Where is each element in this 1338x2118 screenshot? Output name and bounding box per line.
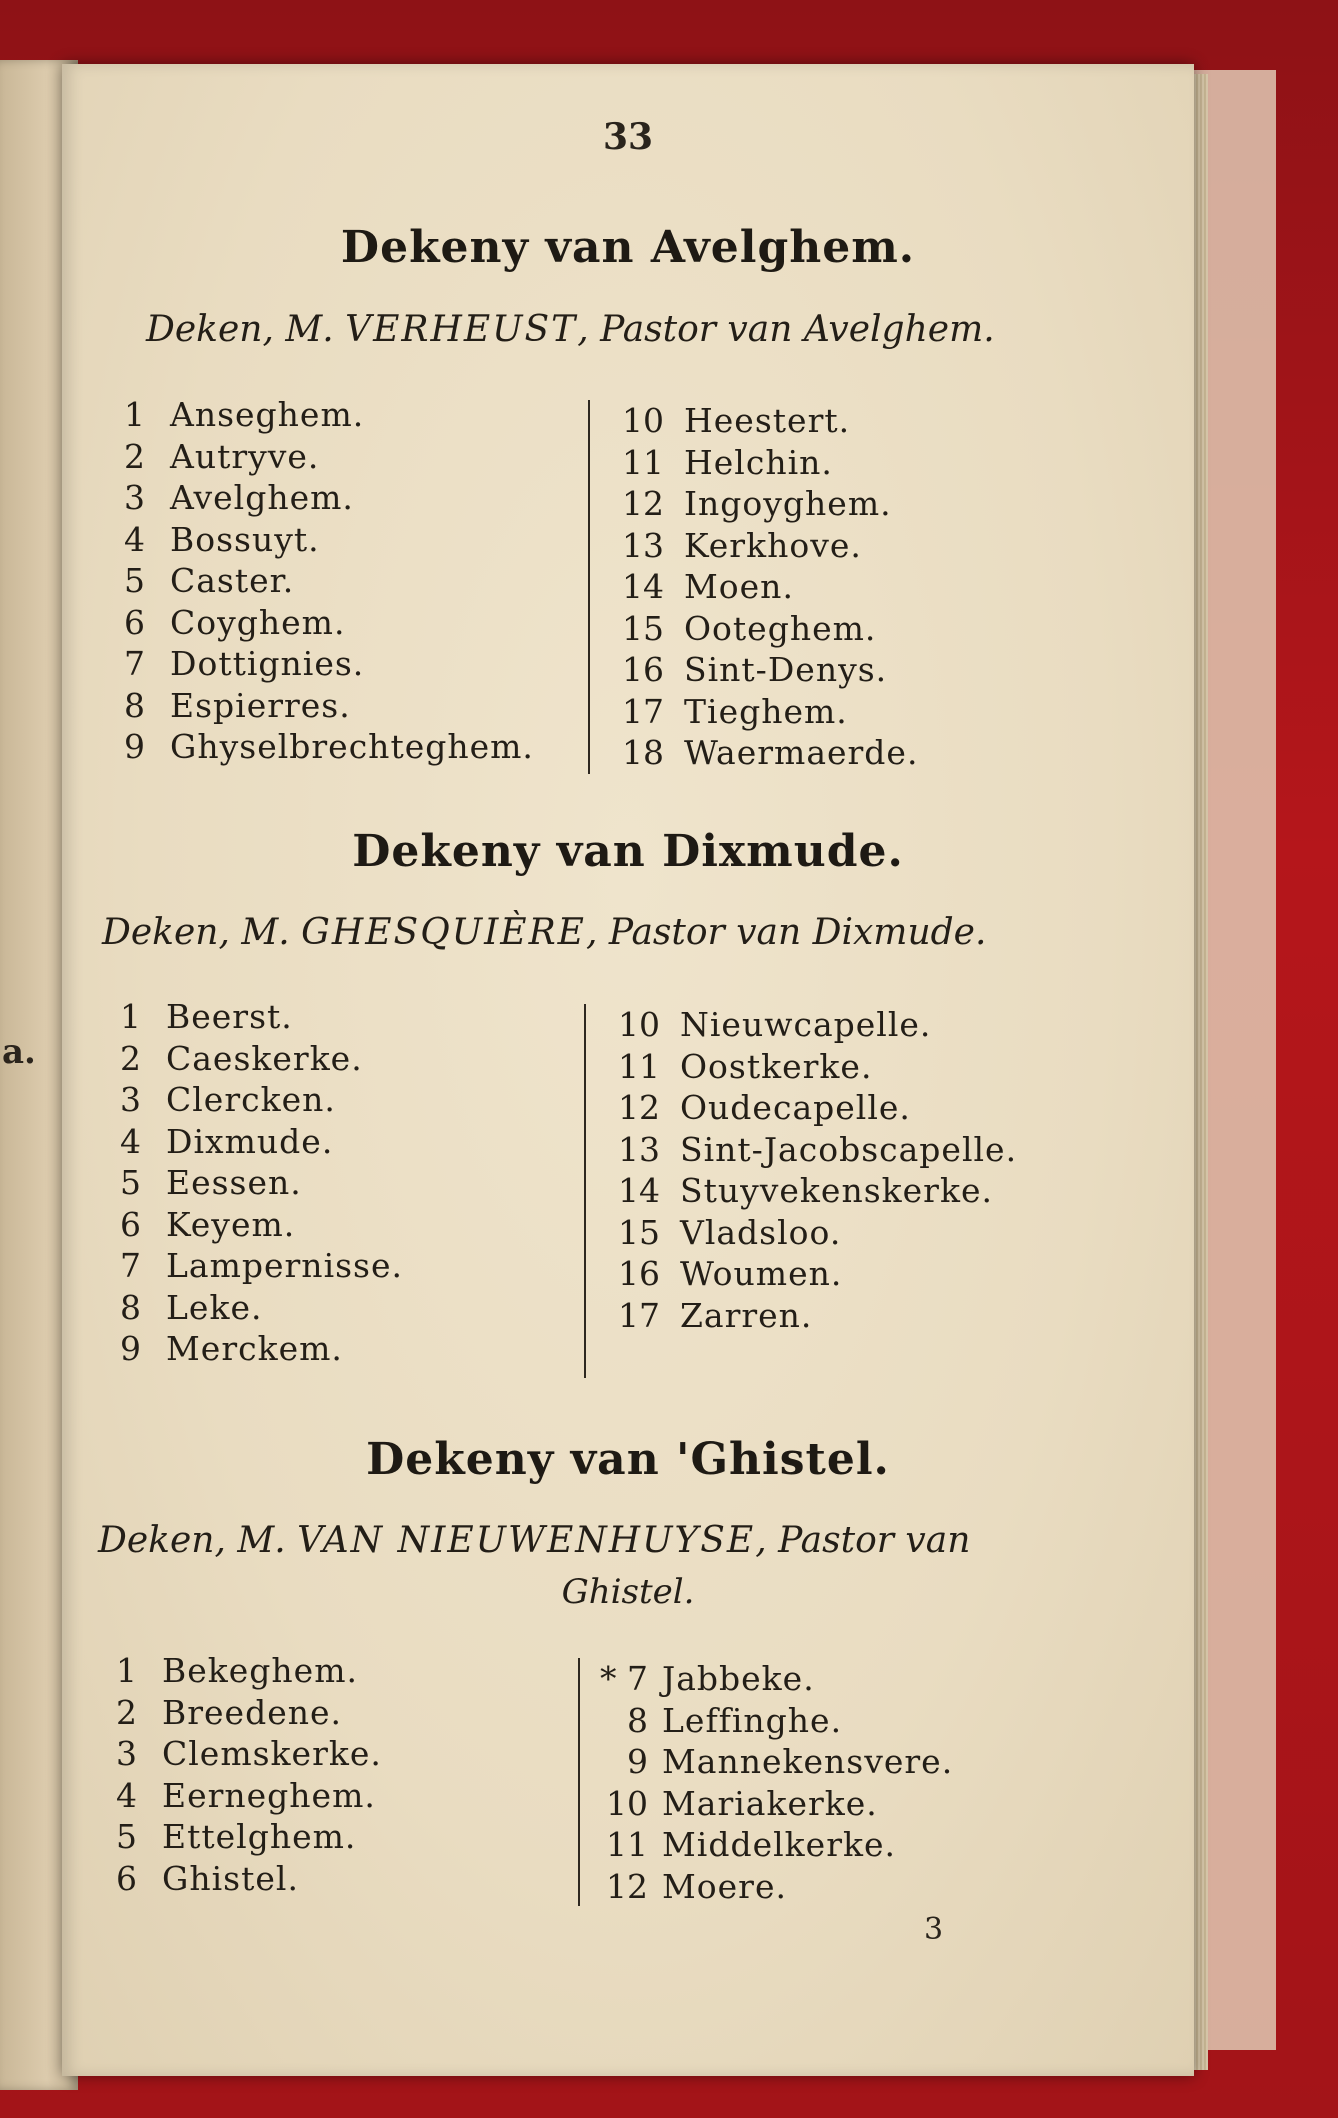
item-name: Oostkerke. xyxy=(680,1046,873,1086)
list-item xyxy=(618,1253,1017,1295)
item-name: Coyghem. xyxy=(170,602,346,642)
item-number: 2 xyxy=(116,1692,137,1732)
item-number: 8 xyxy=(124,685,145,725)
item-name: Caeskerke. xyxy=(166,1038,363,1078)
item-number: 4 xyxy=(120,1121,141,1161)
list-item xyxy=(618,1004,1017,1046)
list-item xyxy=(618,1295,1017,1337)
item-number: 12 xyxy=(622,484,664,523)
item-number: 7 xyxy=(124,644,145,683)
parish-list-right xyxy=(622,400,918,774)
item-number: 11 xyxy=(618,1046,660,1086)
item-number: 8 xyxy=(627,1700,648,1740)
previous-page-fragment: a. xyxy=(2,1032,36,1072)
list-item xyxy=(120,1162,403,1204)
dean-name: GHESQUIÈRE xyxy=(301,912,586,953)
item-name: Bossuyt. xyxy=(170,519,320,559)
list-item xyxy=(120,1121,403,1163)
list-item xyxy=(622,525,918,567)
item-number: 13 xyxy=(618,1129,660,1169)
item-name: Caster. xyxy=(170,561,295,600)
list-item xyxy=(120,996,403,1038)
item-name: Woumen. xyxy=(680,1254,843,1293)
item-number: 5 xyxy=(120,1163,141,1202)
list-item xyxy=(590,1658,953,1700)
list-item xyxy=(124,643,534,685)
item-name: Lampernisse. xyxy=(166,1246,404,1285)
item-number: 2 xyxy=(120,1038,141,1078)
item-name: Sint-Jacobscapelle. xyxy=(680,1129,1018,1169)
item-name: Kerkhove. xyxy=(684,525,862,565)
item-name: Beerst. xyxy=(166,997,293,1036)
item-name: Keyem. xyxy=(166,1204,296,1244)
column-divider xyxy=(588,400,590,774)
column-divider xyxy=(578,1658,580,1906)
parish-list-left xyxy=(120,996,403,1370)
dean-suffix: , Pastor van Dixmude. xyxy=(585,912,987,953)
section-heading: Dekeny van Dixmude. xyxy=(352,826,904,877)
dean-suffix: , Pastor van xyxy=(755,1520,971,1561)
item-name: Sint-Denys. xyxy=(684,650,888,689)
item-name: Dixmude. xyxy=(166,1121,334,1161)
item-number: 4 xyxy=(124,519,145,559)
list-item xyxy=(116,1692,382,1734)
item-name: Nieuwcapelle. xyxy=(680,1005,932,1044)
item-name: Bekeghem. xyxy=(162,1651,358,1690)
item-number: 16 xyxy=(622,650,664,689)
item-name: Moen. xyxy=(684,567,794,606)
item-name: Ooteghem. xyxy=(684,608,877,648)
item-name: Ettelghem. xyxy=(162,1817,357,1856)
item-number: 6 xyxy=(124,602,145,642)
section-heading: Dekeny van Avelghem. xyxy=(340,222,916,273)
list-item xyxy=(124,477,534,519)
list-item xyxy=(120,1287,403,1329)
item-name: Merckem. xyxy=(166,1329,343,1368)
item-number: 13 xyxy=(622,525,664,565)
list-item xyxy=(622,442,918,484)
list-item xyxy=(124,436,534,478)
signature-mark: 3 xyxy=(924,1912,944,1947)
item-name: Anseghem. xyxy=(170,395,365,434)
item-name: Leffinghe. xyxy=(662,1700,843,1740)
dean-name: VAN NIEUWENHUYSE xyxy=(297,1520,756,1561)
list-item xyxy=(622,649,918,691)
dean-line xyxy=(146,309,995,350)
dean-line-continuation: Ghistel. xyxy=(561,1572,695,1612)
item-name: Zarren. xyxy=(680,1295,813,1335)
book-page xyxy=(62,64,1194,2076)
list-item xyxy=(590,1824,953,1866)
page-stack-edge xyxy=(1194,74,1208,2070)
item-number: 15 xyxy=(622,608,664,648)
list-item xyxy=(116,1650,382,1692)
item-number: 14 xyxy=(622,567,664,606)
list-item xyxy=(622,608,918,650)
item-number: 5 xyxy=(116,1817,137,1856)
item-number: * 7 xyxy=(600,1659,648,1698)
item-name: Heestert. xyxy=(684,401,851,440)
item-number: 14 xyxy=(618,1171,660,1210)
list-item xyxy=(124,685,534,727)
item-number: 10 xyxy=(606,1783,648,1823)
item-number: 9 xyxy=(627,1742,648,1781)
list-item xyxy=(618,1212,1017,1254)
item-name: Leke. xyxy=(166,1287,263,1327)
item-name: Vladsloo. xyxy=(680,1212,842,1252)
list-item xyxy=(120,1204,403,1246)
item-name: Eerneghem. xyxy=(162,1775,376,1815)
item-number: 9 xyxy=(120,1329,141,1368)
item-number: 8 xyxy=(120,1287,141,1327)
dean-prefix: Deken, M. xyxy=(146,309,334,350)
dean-line xyxy=(102,912,986,953)
item-name: Jabbeke. xyxy=(662,1659,815,1698)
item-name: Autryve. xyxy=(170,436,320,476)
item-number: 5 xyxy=(124,561,145,600)
list-item xyxy=(590,1741,953,1783)
item-number: 18 xyxy=(622,733,664,772)
list-item xyxy=(618,1087,1017,1129)
dean-suffix: , Pastor van Avelghem. xyxy=(577,309,995,350)
item-name: Avelghem. xyxy=(170,478,354,517)
item-number: 6 xyxy=(120,1204,141,1244)
list-item xyxy=(590,1700,953,1742)
item-name: Dottignies. xyxy=(170,644,365,683)
item-number: 11 xyxy=(606,1825,648,1864)
item-name: Eessen. xyxy=(166,1163,302,1202)
list-item xyxy=(618,1170,1017,1212)
item-name: Oudecapelle. xyxy=(680,1088,911,1127)
dean-name: VERHEUST xyxy=(345,309,578,350)
list-item xyxy=(120,1245,403,1287)
list-item xyxy=(618,1046,1017,1088)
list-item xyxy=(116,1816,382,1858)
parish-list-right xyxy=(590,1658,953,1907)
item-name: Ghyselbrechteghem. xyxy=(170,727,534,766)
item-name: Ghistel. xyxy=(162,1858,299,1898)
item-name: Moere. xyxy=(662,1866,787,1906)
item-number: 3 xyxy=(116,1734,137,1773)
item-name: Breedene. xyxy=(162,1692,343,1732)
list-item xyxy=(590,1783,953,1825)
item-number: 10 xyxy=(622,401,664,440)
list-item xyxy=(622,566,918,608)
list-item xyxy=(116,1858,382,1900)
parish-list-left xyxy=(124,394,534,768)
item-number: 7 xyxy=(120,1246,141,1285)
list-item xyxy=(622,483,918,525)
parish-list-left xyxy=(116,1650,382,1899)
section-heading: Dekeny van 'Ghistel. xyxy=(366,1434,890,1485)
item-number: 16 xyxy=(618,1254,660,1293)
list-item xyxy=(124,726,534,768)
dean-line xyxy=(98,1520,970,1561)
column-divider xyxy=(584,1004,586,1378)
item-number: 12 xyxy=(618,1088,660,1127)
item-number: 6 xyxy=(116,1858,137,1898)
dean-prefix: Deken, M. xyxy=(102,912,290,953)
item-name: Helchin. xyxy=(684,442,833,482)
item-number: 11 xyxy=(622,442,664,482)
item-number: 3 xyxy=(120,1080,141,1119)
item-name: Clemskerke. xyxy=(162,1734,382,1773)
list-item xyxy=(618,1129,1017,1171)
item-number: 12 xyxy=(606,1866,648,1906)
item-number: 9 xyxy=(124,727,145,766)
item-name: Waermaerde. xyxy=(684,733,919,772)
item-name: Tieghem. xyxy=(684,691,848,731)
item-number: 1 xyxy=(120,997,141,1036)
list-item xyxy=(120,1038,403,1080)
item-name: Ingoyghem. xyxy=(684,484,892,523)
list-item xyxy=(622,732,918,774)
list-item xyxy=(590,1866,953,1908)
list-item xyxy=(124,519,534,561)
list-item xyxy=(622,691,918,733)
item-number: 1 xyxy=(116,1651,137,1690)
item-number: 10 xyxy=(618,1005,660,1044)
item-number: 3 xyxy=(124,478,145,517)
dean-prefix: Deken, M. xyxy=(98,1520,286,1561)
item-name: Mariakerke. xyxy=(662,1783,878,1823)
list-item xyxy=(120,1079,403,1121)
list-item xyxy=(124,602,534,644)
list-item xyxy=(124,394,534,436)
item-name: Espierres. xyxy=(170,685,351,725)
list-item xyxy=(116,1775,382,1817)
item-number: 1 xyxy=(124,395,145,434)
item-name: Middelkerke. xyxy=(662,1825,896,1864)
item-number: 15 xyxy=(618,1212,660,1252)
item-number: 17 xyxy=(622,691,664,731)
item-number: 4 xyxy=(116,1775,137,1815)
list-item xyxy=(124,560,534,602)
item-number: 17 xyxy=(618,1295,660,1335)
item-name: Stuyvekenskerke. xyxy=(680,1171,993,1210)
parish-list-right xyxy=(618,1004,1017,1336)
list-item xyxy=(622,400,918,442)
page-number: 33 xyxy=(602,116,654,158)
item-name: Mannekensvere. xyxy=(662,1742,954,1781)
item-number: 2 xyxy=(124,436,145,476)
list-item xyxy=(116,1733,382,1775)
item-name: Clercken. xyxy=(166,1080,336,1119)
list-item xyxy=(120,1328,403,1370)
